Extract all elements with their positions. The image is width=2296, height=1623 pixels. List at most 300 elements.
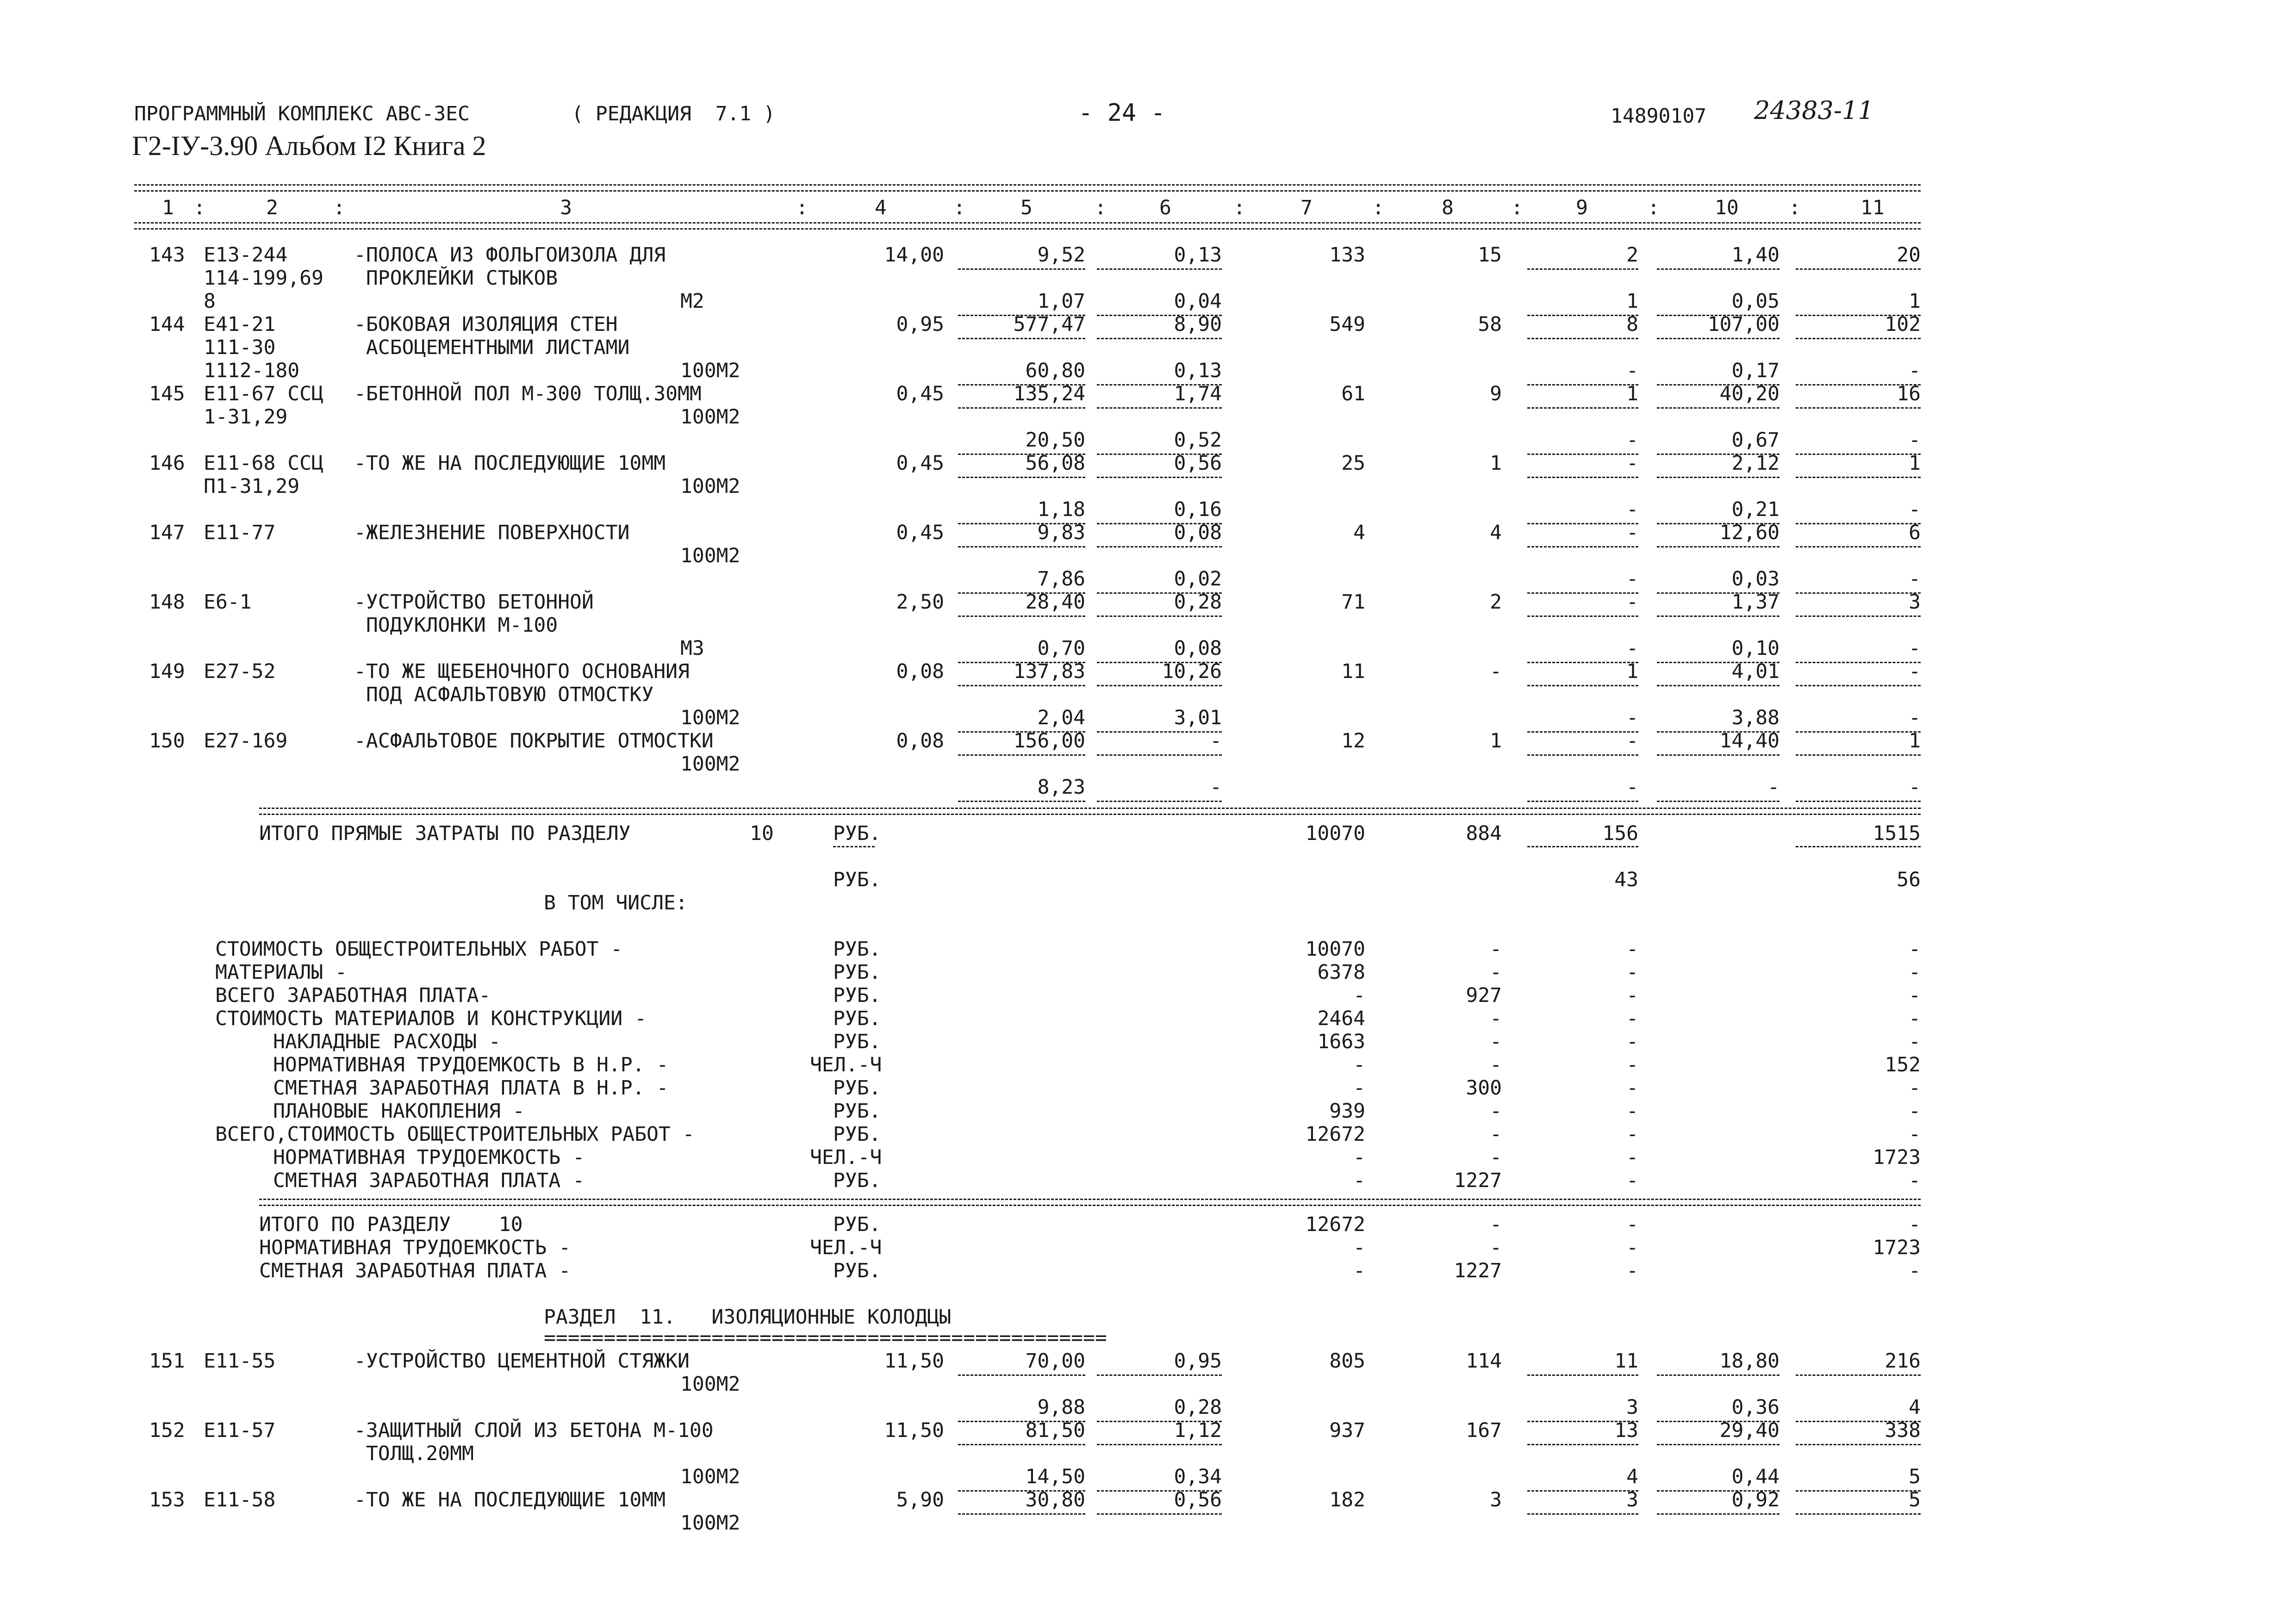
row-norm-code: Е27-169 bbox=[204, 729, 288, 752]
row-subrule bbox=[1796, 477, 1921, 478]
totals-rule bbox=[259, 808, 1921, 815]
column-separator: : bbox=[796, 196, 808, 219]
row-cell-c9: - bbox=[1626, 591, 1638, 614]
row-cell-c6: 0,52 bbox=[1174, 429, 1222, 452]
breakdown-c9: - bbox=[1626, 1053, 1638, 1076]
section-total-unit: РУБ. bbox=[833, 1259, 881, 1282]
row2-subrule bbox=[958, 1513, 1085, 1515]
row-norm-code: Е11-67 ССЦ bbox=[204, 382, 324, 405]
row-unit: М3 bbox=[680, 637, 704, 660]
row-norm-code: 111-30 bbox=[204, 336, 276, 359]
total-direct-section: 10 bbox=[750, 822, 774, 845]
row-cell-c6: 0,13 bbox=[1174, 359, 1222, 382]
breakdown-c11: - bbox=[1909, 984, 1921, 1007]
row-cell-c9: - bbox=[1626, 498, 1638, 521]
breakdown-c7: 10070 bbox=[1305, 938, 1365, 961]
row-subrule bbox=[958, 407, 1085, 409]
row2-subrule bbox=[958, 1444, 1085, 1445]
breakdown-c7: 6378 bbox=[1317, 961, 1365, 984]
row2-cell-c6: 0,56 bbox=[1174, 1488, 1222, 1511]
row2-subrule bbox=[1657, 1444, 1780, 1445]
breakdown-label: ВСЕГО,СТОИМОСТЬ ОБЩЕСТРОИТЕЛЬНЫХ РАБОТ - bbox=[215, 1123, 695, 1146]
row-cell-c7: 61 bbox=[1341, 382, 1365, 405]
row-subrule bbox=[1657, 801, 1780, 802]
column-separator: : bbox=[1372, 196, 1384, 219]
section-total-c9: - bbox=[1626, 1259, 1638, 1282]
row-cell-c6: 0,56 bbox=[1174, 452, 1222, 475]
column-separator: : bbox=[193, 196, 205, 219]
breakdown-label: СТОИМОСТЬ МАТЕРИАЛОВ И КОНСТРУКЦИИ - bbox=[215, 1007, 647, 1030]
row-cell-c9: - bbox=[1626, 637, 1638, 660]
row-work-name: ПРОКЛЕЙКИ СТЫКОВ bbox=[354, 267, 558, 290]
row-cell-c9: - bbox=[1626, 429, 1638, 452]
row2-cell-c5: 14,50 bbox=[1025, 1465, 1085, 1488]
row-item-number: 146 bbox=[149, 452, 185, 475]
row2-cell-c5: 9,88 bbox=[1037, 1396, 1085, 1419]
row2-work-name: -ТО ЖЕ НА ПОСЛЕДУЮЩИЕ 10ММ bbox=[354, 1488, 666, 1511]
row-cell-c11: - bbox=[1909, 660, 1921, 683]
breakdown-label: СМЕТНАЯ ЗАРАБОТНАЯ ПЛАТА - bbox=[273, 1169, 585, 1192]
column-separator: : bbox=[333, 196, 345, 219]
row-subrule bbox=[1796, 616, 1921, 617]
row-subrule bbox=[1527, 616, 1638, 617]
album-title: Г2-IУ-3.90 Альбом I2 Книга 2 bbox=[132, 131, 486, 161]
row2-subrule bbox=[1527, 1444, 1638, 1445]
breakdown-unit: РУБ. bbox=[833, 961, 881, 984]
row-subrule bbox=[1527, 338, 1638, 339]
row-cell-c9: - bbox=[1626, 452, 1638, 475]
section-underline: =============================================== bbox=[544, 1326, 1107, 1349]
row-cell-c5: 577,47 bbox=[1013, 313, 1085, 336]
column-header-1: 1 bbox=[162, 196, 174, 219]
row-norm-code: Е13-244 bbox=[204, 243, 288, 267]
row-cell-c10: 0,67 bbox=[1731, 429, 1780, 452]
total-direct-label: ИТОГО ПРЯМЫЕ ЗАТРАТЫ ПО РАЗДЕЛУ bbox=[259, 822, 631, 845]
breakdown-unit: РУБ. bbox=[833, 1123, 881, 1146]
row-norm-code: 1-31,29 bbox=[204, 405, 288, 429]
row-subrule bbox=[1527, 477, 1638, 478]
row2-cell-c5: 30,80 bbox=[1025, 1488, 1085, 1511]
breakdown-c8: 300 bbox=[1466, 1076, 1502, 1100]
row-subrule bbox=[958, 754, 1085, 756]
row-subrule bbox=[1097, 546, 1222, 547]
row-subrule bbox=[1657, 616, 1780, 617]
section-total-label: ИТОГО ПО РАЗДЕЛУ 10 bbox=[259, 1213, 523, 1236]
section-total-c11: 1723 bbox=[1873, 1236, 1921, 1259]
row-cell-c4: 0,45 bbox=[896, 382, 944, 405]
row-cell-c6: - bbox=[1210, 729, 1222, 752]
edition: ( РЕДАКЦИЯ 7.1 ) bbox=[572, 102, 776, 125]
section-total-c9: - bbox=[1626, 1213, 1638, 1236]
row-item-number: 148 bbox=[149, 591, 185, 614]
row-cell-c9: - bbox=[1626, 567, 1638, 591]
section-total-c8: - bbox=[1490, 1213, 1502, 1236]
row-norm-code: Е11-68 ССЦ bbox=[204, 452, 324, 475]
row-work-name: АСБОЦЕМЕНТНЫМИ ЛИСТАМИ bbox=[354, 336, 630, 359]
column-header-3: 3 bbox=[560, 196, 572, 219]
column-separator: : bbox=[953, 196, 965, 219]
breakdown-c8: 1227 bbox=[1454, 1169, 1502, 1192]
program-name: ПРОГРАММНЫЙ КОМПЛЕКС АВС-ЗЕС bbox=[134, 102, 470, 125]
row-work-name: -ЖЕЛЕЗНЕНИЕ ПОВЕРХНОСТИ bbox=[354, 521, 630, 544]
breakdown-c9: - bbox=[1626, 1030, 1638, 1053]
row-cell-c5: 1,07 bbox=[1037, 290, 1085, 313]
row-norm-code: Е11-77 bbox=[204, 521, 276, 544]
section-total-label: СМЕТНАЯ ЗАРАБОТНАЯ ПЛАТА - bbox=[259, 1259, 571, 1282]
row-cell-c6: 0,04 bbox=[1174, 290, 1222, 313]
row2-cell-c7: 182 bbox=[1329, 1488, 1365, 1511]
row-subrule bbox=[1097, 801, 1222, 802]
row-subrule bbox=[1657, 268, 1780, 270]
row-cell-c5: 0,70 bbox=[1037, 637, 1085, 660]
row2-cell-c6: 0,28 bbox=[1174, 1396, 1222, 1419]
row-subrule bbox=[1097, 685, 1222, 686]
row2-cell-c4: 5,90 bbox=[896, 1488, 944, 1511]
row-cell-c4: 0,95 bbox=[896, 313, 944, 336]
row-cell-c10: 14,40 bbox=[1719, 729, 1780, 752]
row-cell-c5: 60,80 bbox=[1025, 359, 1085, 382]
row-cell-c8: 1 bbox=[1490, 729, 1502, 752]
breakdown-c9: - bbox=[1626, 984, 1638, 1007]
row-unit: 100М2 bbox=[680, 475, 740, 498]
row-cell-c8: 2 bbox=[1490, 591, 1502, 614]
breakdown-unit: РУБ. bbox=[833, 1169, 881, 1192]
row2-cell-c6: 1,12 bbox=[1174, 1419, 1222, 1442]
row-subrule bbox=[958, 477, 1085, 478]
row2-cell-c6: 0,34 bbox=[1174, 1465, 1222, 1488]
row-cell-c10: 0,21 bbox=[1731, 498, 1780, 521]
breakdown-unit: РУБ. bbox=[833, 1007, 881, 1030]
row2-cell-c10: 29,40 bbox=[1719, 1419, 1780, 1442]
row-cell-c11: - bbox=[1909, 706, 1921, 729]
row-cell-c5: 135,24 bbox=[1013, 382, 1085, 405]
row-cell-c10: 4,01 bbox=[1731, 660, 1780, 683]
total-direct-c7: 10070 bbox=[1305, 822, 1365, 845]
row-cell-c10: 107,00 bbox=[1707, 313, 1780, 336]
row-cell-c6: 0,13 bbox=[1174, 243, 1222, 267]
row2-unit: 100М2 bbox=[680, 1465, 740, 1488]
total-direct2-c11: 56 bbox=[1897, 868, 1921, 891]
row-unit: М2 bbox=[680, 290, 704, 313]
section-total-c8: 1227 bbox=[1454, 1259, 1502, 1282]
row-cell-c9: - bbox=[1626, 776, 1638, 799]
total-direct-c8: 884 bbox=[1466, 822, 1502, 845]
row2-cell-c7: 805 bbox=[1329, 1349, 1365, 1373]
row2-cell-c4: 11,50 bbox=[884, 1349, 944, 1373]
row-cell-c5: 9,52 bbox=[1037, 243, 1085, 267]
document-code: 14890107 bbox=[1611, 105, 1707, 128]
row-cell-c11: 3 bbox=[1909, 591, 1921, 614]
row-work-name: -ПОЛОСА ИЗ ФОЛЬГОИЗОЛА ДЛЯ bbox=[354, 243, 666, 267]
breakdown-c11: - bbox=[1909, 1030, 1921, 1053]
row2-subrule bbox=[958, 1374, 1085, 1376]
row-subrule bbox=[1796, 801, 1921, 802]
row2-subrule bbox=[1097, 1374, 1222, 1376]
row-cell-c10: 0,03 bbox=[1731, 567, 1780, 591]
row-cell-c5: 2,04 bbox=[1037, 706, 1085, 729]
row-subrule bbox=[1796, 685, 1921, 686]
breakdown-c8: - bbox=[1490, 1100, 1502, 1123]
breakdown-c8: - bbox=[1490, 1123, 1502, 1146]
breakdown-c8: - bbox=[1490, 961, 1502, 984]
row-work-name: -БЕТОННОЙ ПОЛ М-300 ТОЛЩ.30ММ bbox=[354, 382, 702, 405]
row-cell-c10: 1,40 bbox=[1731, 243, 1780, 267]
breakdown-c11: - bbox=[1909, 938, 1921, 961]
row-work-name: -ТО ЖЕ НА ПОСЛЕДУЮЩИЕ 10ММ bbox=[354, 452, 666, 475]
breakdown-c11: - bbox=[1909, 1007, 1921, 1030]
breakdown-label: НАКЛАДНЫЕ РАСХОДЫ - bbox=[273, 1030, 501, 1053]
row-cell-c8: 4 bbox=[1490, 521, 1502, 544]
breakdown-label: ВСЕГО ЗАРАБОТНАЯ ПЛАТА- bbox=[215, 984, 491, 1007]
row-subrule bbox=[958, 685, 1085, 686]
breakdown-c11: 152 bbox=[1885, 1053, 1921, 1076]
row-cell-c7: 12 bbox=[1341, 729, 1365, 752]
row-cell-c5: 1,18 bbox=[1037, 498, 1085, 521]
row2-cell-c10: 18,80 bbox=[1719, 1349, 1780, 1373]
row2-cell-c8: 167 bbox=[1466, 1419, 1502, 1442]
row-cell-c10: 0,17 bbox=[1731, 359, 1780, 382]
row-subrule bbox=[1657, 546, 1780, 547]
column-separator: : bbox=[1233, 196, 1245, 219]
row-cell-c7: 71 bbox=[1341, 591, 1365, 614]
total-subrule bbox=[1527, 846, 1638, 847]
breakdown-label: НОРМАТИВНАЯ ТРУДОЕМКОСТЬ В Н.Р. - bbox=[273, 1053, 669, 1076]
row-cell-c11: - bbox=[1909, 498, 1921, 521]
breakdown-c8: - bbox=[1490, 1146, 1502, 1169]
section-total-unit: РУБ. bbox=[833, 1213, 881, 1236]
row2-cell-c10: 0,36 bbox=[1731, 1396, 1780, 1419]
row2-cell-c8: 3 bbox=[1490, 1488, 1502, 1511]
row-norm-code: Е27-52 bbox=[204, 660, 276, 683]
row-cell-c6: 1,74 bbox=[1174, 382, 1222, 405]
breakdown-c9: - bbox=[1626, 961, 1638, 984]
row-cell-c5: 20,50 bbox=[1025, 429, 1085, 452]
breakdown-c7: 2464 bbox=[1317, 1007, 1365, 1030]
column-header-10: 10 bbox=[1715, 196, 1739, 219]
row2-cell-c6: 0,95 bbox=[1174, 1349, 1222, 1373]
row2-subrule bbox=[1796, 1513, 1921, 1515]
row-cell-c11: - bbox=[1909, 359, 1921, 382]
breakdown-c8: - bbox=[1490, 1053, 1502, 1076]
table-top-rule bbox=[134, 184, 1921, 192]
row-unit: 100М2 bbox=[680, 405, 740, 429]
section-total-c7: - bbox=[1353, 1236, 1365, 1259]
row-cell-c11: 6 bbox=[1909, 521, 1921, 544]
row2-norm-code: Е11-55 bbox=[204, 1349, 276, 1373]
column-header-2: 2 bbox=[266, 196, 278, 219]
row-cell-c8: 1 bbox=[1490, 452, 1502, 475]
row-unit: 100М2 bbox=[680, 544, 740, 567]
row-cell-c9: 1 bbox=[1626, 290, 1638, 313]
row-cell-c7: 133 bbox=[1329, 243, 1365, 267]
row-cell-c7: 4 bbox=[1353, 521, 1365, 544]
total-direct-c11: 1515 bbox=[1873, 822, 1921, 845]
breakdown-unit: РУБ. bbox=[833, 938, 881, 961]
row-cell-c5: 8,23 bbox=[1037, 776, 1085, 799]
row-cell-c8: 58 bbox=[1478, 313, 1502, 336]
row-subrule bbox=[1796, 407, 1921, 409]
row-cell-c4: 0,08 bbox=[896, 729, 944, 752]
row-subrule bbox=[1527, 685, 1638, 686]
row-item-number: 145 bbox=[149, 382, 185, 405]
breakdown-c7: 939 bbox=[1329, 1100, 1365, 1123]
row2-cell-c11: 5 bbox=[1909, 1465, 1921, 1488]
row-cell-c10: 12,60 bbox=[1719, 521, 1780, 544]
row-cell-c10: 0,05 bbox=[1731, 290, 1780, 313]
section-total-c11: - bbox=[1909, 1259, 1921, 1282]
row-cell-c10: 2,12 bbox=[1731, 452, 1780, 475]
row-cell-c11: 1 bbox=[1909, 729, 1921, 752]
row-cell-c9: 8 bbox=[1626, 313, 1638, 336]
row2-unit: 100М2 bbox=[680, 1373, 740, 1396]
breakdown-c9: - bbox=[1626, 1169, 1638, 1192]
row-cell-c8: 9 bbox=[1490, 382, 1502, 405]
breakdown-c11: - bbox=[1909, 1100, 1921, 1123]
row2-item-number: 153 bbox=[149, 1488, 185, 1511]
row-cell-c4: 2,50 bbox=[896, 591, 944, 614]
breakdown-unit: РУБ. bbox=[833, 984, 881, 1007]
section-total-c11: - bbox=[1909, 1213, 1921, 1236]
row-cell-c6: - bbox=[1210, 776, 1222, 799]
column-header-5: 5 bbox=[1020, 196, 1033, 219]
row-subrule bbox=[1527, 268, 1638, 270]
breakdown-label: СМЕТНАЯ ЗАРАБОТНАЯ ПЛАТА В Н.Р. - bbox=[273, 1076, 669, 1100]
row-subrule bbox=[1097, 616, 1222, 617]
row-cell-c11: 16 bbox=[1897, 382, 1921, 405]
row-subrule bbox=[1657, 685, 1780, 686]
row-item-number: 149 bbox=[149, 660, 185, 683]
breakdown-unit: РУБ. bbox=[833, 1100, 881, 1123]
row-unit: 100М2 bbox=[680, 752, 740, 776]
breakdown-c7: 12672 bbox=[1305, 1123, 1365, 1146]
row-cell-c10: 40,20 bbox=[1719, 382, 1780, 405]
breakdown-c9: - bbox=[1626, 1100, 1638, 1123]
breakdown-c9: - bbox=[1626, 1123, 1638, 1146]
row2-cell-c10: 0,44 bbox=[1731, 1465, 1780, 1488]
row-subrule bbox=[958, 801, 1085, 802]
breakdown-unit: РУБ. bbox=[833, 1076, 881, 1100]
row-norm-code: 114-199,69 bbox=[204, 267, 324, 290]
breakdown-c7: - bbox=[1353, 1076, 1365, 1100]
row-cell-c6: 10,26 bbox=[1162, 660, 1222, 683]
row-cell-c9: - bbox=[1626, 521, 1638, 544]
row-cell-c4: 0,08 bbox=[896, 660, 944, 683]
row-item-number: 147 bbox=[149, 521, 185, 544]
row-cell-c4: 14,00 bbox=[884, 243, 944, 267]
row2-cell-c4: 11,50 bbox=[884, 1419, 944, 1442]
total-direct-c9: 156 bbox=[1602, 822, 1638, 845]
row-subrule bbox=[1657, 407, 1780, 409]
row-cell-c5: 7,86 bbox=[1037, 567, 1085, 591]
breakdown-c11: 1723 bbox=[1873, 1146, 1921, 1169]
row2-subrule bbox=[1527, 1374, 1638, 1376]
row2-cell-c9: 11 bbox=[1614, 1349, 1638, 1373]
row-cell-c10: 3,88 bbox=[1731, 706, 1780, 729]
column-header-8: 8 bbox=[1442, 196, 1454, 219]
breakdown-c11: - bbox=[1909, 1076, 1921, 1100]
row-cell-c6: 8,90 bbox=[1174, 313, 1222, 336]
row-work-name: -БОКОВАЯ ИЗОЛЯЦИЯ СТЕН bbox=[354, 313, 618, 336]
section-total-label: НОРМАТИВНАЯ ТРУДОЕМКОСТЬ - bbox=[259, 1236, 571, 1259]
breakdown-c9: - bbox=[1626, 1007, 1638, 1030]
column-header-7: 7 bbox=[1300, 196, 1313, 219]
total-direct-unit: РУБ. bbox=[833, 822, 881, 845]
breakdown-label: СТОИМОСТЬ ОБЩЕСТРОИТЕЛЬНЫХ РАБОТ - bbox=[215, 938, 623, 961]
row-work-name: -УСТРОЙСТВО БЕТОННОЙ bbox=[354, 591, 594, 614]
breakdown-c7: - bbox=[1353, 984, 1365, 1007]
row-cell-c9: 1 bbox=[1626, 382, 1638, 405]
breakdown-label: ПЛАНОВЫЕ НАКОПЛЕНИЯ - bbox=[273, 1100, 525, 1123]
total-subrule bbox=[833, 846, 875, 847]
total-direct2-unit: РУБ. bbox=[833, 868, 881, 891]
row2-subrule bbox=[1796, 1374, 1921, 1376]
row-norm-code: 8 bbox=[204, 290, 216, 313]
row-item-number: 143 bbox=[149, 243, 185, 267]
column-header-11: 11 bbox=[1860, 196, 1885, 219]
row-subrule bbox=[1097, 477, 1222, 478]
row-subrule bbox=[1796, 754, 1921, 756]
row-cell-c6: 0,28 bbox=[1174, 591, 1222, 614]
row-subrule bbox=[1097, 268, 1222, 270]
row-subrule bbox=[1527, 754, 1638, 756]
column-separator: : bbox=[1648, 196, 1660, 219]
row-subrule bbox=[1097, 754, 1222, 756]
row2-cell-c9: 3 bbox=[1626, 1396, 1638, 1419]
row2-cell-c5: 81,50 bbox=[1025, 1419, 1085, 1442]
row-cell-c10: - bbox=[1767, 776, 1780, 799]
row-cell-c5: 137,83 bbox=[1013, 660, 1085, 683]
row-subrule bbox=[1527, 407, 1638, 409]
row-subrule bbox=[958, 268, 1085, 270]
row-subrule bbox=[1796, 338, 1921, 339]
breakdown-unit: ЧЕЛ.-Ч bbox=[810, 1053, 882, 1076]
row-cell-c4: 0,45 bbox=[896, 452, 944, 475]
row-cell-c5: 56,08 bbox=[1025, 452, 1085, 475]
row2-cell-c8: 114 bbox=[1466, 1349, 1502, 1373]
row-cell-c8: - bbox=[1490, 660, 1502, 683]
row2-work-name: -ЗАЩИТНЫЙ СЛОЙ ИЗ БЕТОНА М-100 bbox=[354, 1419, 714, 1442]
row-subrule bbox=[1097, 407, 1222, 409]
section-total-c7: 12672 bbox=[1305, 1213, 1365, 1236]
row-subrule bbox=[1796, 268, 1921, 270]
row-item-number: 144 bbox=[149, 313, 185, 336]
column-header-4: 4 bbox=[875, 196, 887, 219]
breakdown-unit: РУБ. bbox=[833, 1030, 881, 1053]
row-cell-c9: - bbox=[1626, 359, 1638, 382]
breakdown-label: МАТЕРИАЛЫ - bbox=[215, 961, 347, 984]
row-subrule bbox=[1796, 546, 1921, 547]
row-cell-c9: - bbox=[1626, 706, 1638, 729]
row-unit: 100М2 bbox=[680, 359, 740, 382]
row2-cell-c11: 216 bbox=[1885, 1349, 1921, 1373]
row2-unit: 100М2 bbox=[680, 1511, 740, 1535]
column-header-9: 9 bbox=[1576, 196, 1588, 219]
row2-subrule bbox=[1097, 1513, 1222, 1515]
row2-subrule bbox=[1657, 1513, 1780, 1515]
row-cell-c9: 2 bbox=[1626, 243, 1638, 267]
breakdown-c9: - bbox=[1626, 938, 1638, 961]
section-total-c7: - bbox=[1353, 1259, 1365, 1282]
row-subrule bbox=[1527, 546, 1638, 547]
breakdown-c9: - bbox=[1626, 1076, 1638, 1100]
breakdown-c11: - bbox=[1909, 1123, 1921, 1146]
column-separator: : bbox=[1511, 196, 1523, 219]
row2-subrule bbox=[1796, 1444, 1921, 1445]
column-separator: : bbox=[1095, 196, 1107, 219]
breakdown-unit: ЧЕЛ.-Ч bbox=[810, 1146, 882, 1169]
row-cell-c9: - bbox=[1626, 729, 1638, 752]
breakdown-c8: - bbox=[1490, 1030, 1502, 1053]
